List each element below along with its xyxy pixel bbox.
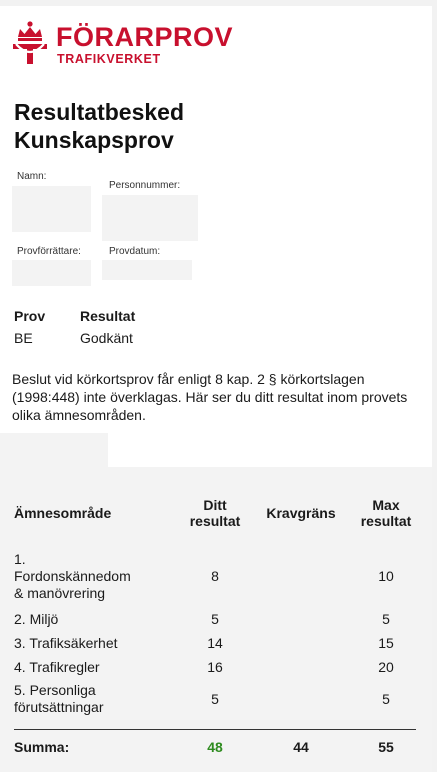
row-threshold: [246, 655, 356, 679]
row-threshold: [246, 679, 356, 719]
header-threshold: Kravgräns: [266, 505, 336, 521]
row-threshold: [246, 607, 356, 631]
result-card: [0, 6, 432, 772]
row-threshold: [246, 545, 356, 607]
row-area: 4. Trafikregler: [14, 658, 100, 675]
row-score: 5: [211, 610, 219, 627]
appeal-notice: Beslut vid körkortsprov får enligt 8 kap. 2 § körkortslagen (1998:448) inte överklagas. Här ser du ditt resultat inom provets olika ämnesområden.: [12, 371, 408, 423]
row-max: 5: [382, 690, 390, 707]
sum-score: 48: [184, 729, 246, 766]
table-row: [14, 679, 416, 719]
section-tab: [0, 433, 108, 467]
page-title: Resultatbesked Kunskapsprov: [14, 99, 185, 153]
subject-results-table: [14, 491, 416, 766]
sum-row: [14, 729, 416, 766]
name-label: Namn:: [17, 171, 47, 182]
row-score: 5: [211, 690, 219, 707]
examiner-label: Provförrättare:: [17, 246, 81, 257]
name-value: [12, 186, 91, 232]
sum-max: 55: [356, 729, 416, 766]
table-header-row: [14, 491, 416, 535]
prov-header: Prov: [14, 308, 46, 324]
row-area: 5. Personliga förutsättningar: [14, 682, 104, 715]
brand-title: FÖRARPROV: [56, 22, 234, 52]
row-threshold: [246, 631, 356, 655]
header-score: Ditt resultat: [189, 497, 241, 529]
date-value: [102, 260, 192, 280]
header-area: Ämnesområde: [14, 505, 112, 521]
crown-logo-icon: [12, 20, 48, 66]
row-score: 8: [211, 567, 219, 584]
row-score: 16: [207, 658, 223, 675]
row-score: 14: [207, 634, 223, 651]
examiner-value: [12, 260, 91, 286]
brand-subtitle: TRAFIKVERKET: [57, 52, 161, 66]
sum-threshold: 44: [246, 729, 356, 766]
row-max: 15: [378, 634, 394, 651]
header-max: Max resultat: [360, 497, 412, 529]
date-label: Provdatum:: [109, 246, 161, 257]
prov-value: BE: [14, 330, 33, 346]
table-row: [14, 631, 416, 655]
table-row: [14, 607, 416, 631]
row-area: 3. Trafiksäkerhet: [14, 634, 118, 651]
row-max: 5: [382, 610, 390, 627]
sum-label: Summa:: [14, 729, 184, 766]
row-area: 2. Miljö: [14, 610, 59, 627]
personnummer-value: [102, 195, 198, 241]
row-max: 20: [378, 658, 394, 675]
personnummer-label: Personnummer:: [109, 180, 181, 191]
resultat-value: Godkänt: [80, 330, 133, 346]
row-max: 10: [378, 567, 394, 584]
row-area: 1. Fordonskännedom & manövrering: [14, 550, 131, 601]
resultat-header: Resultat: [80, 308, 136, 324]
forarprov-logo[interactable]: [12, 20, 272, 70]
table-row: [14, 545, 416, 607]
table-row: [14, 655, 416, 679]
